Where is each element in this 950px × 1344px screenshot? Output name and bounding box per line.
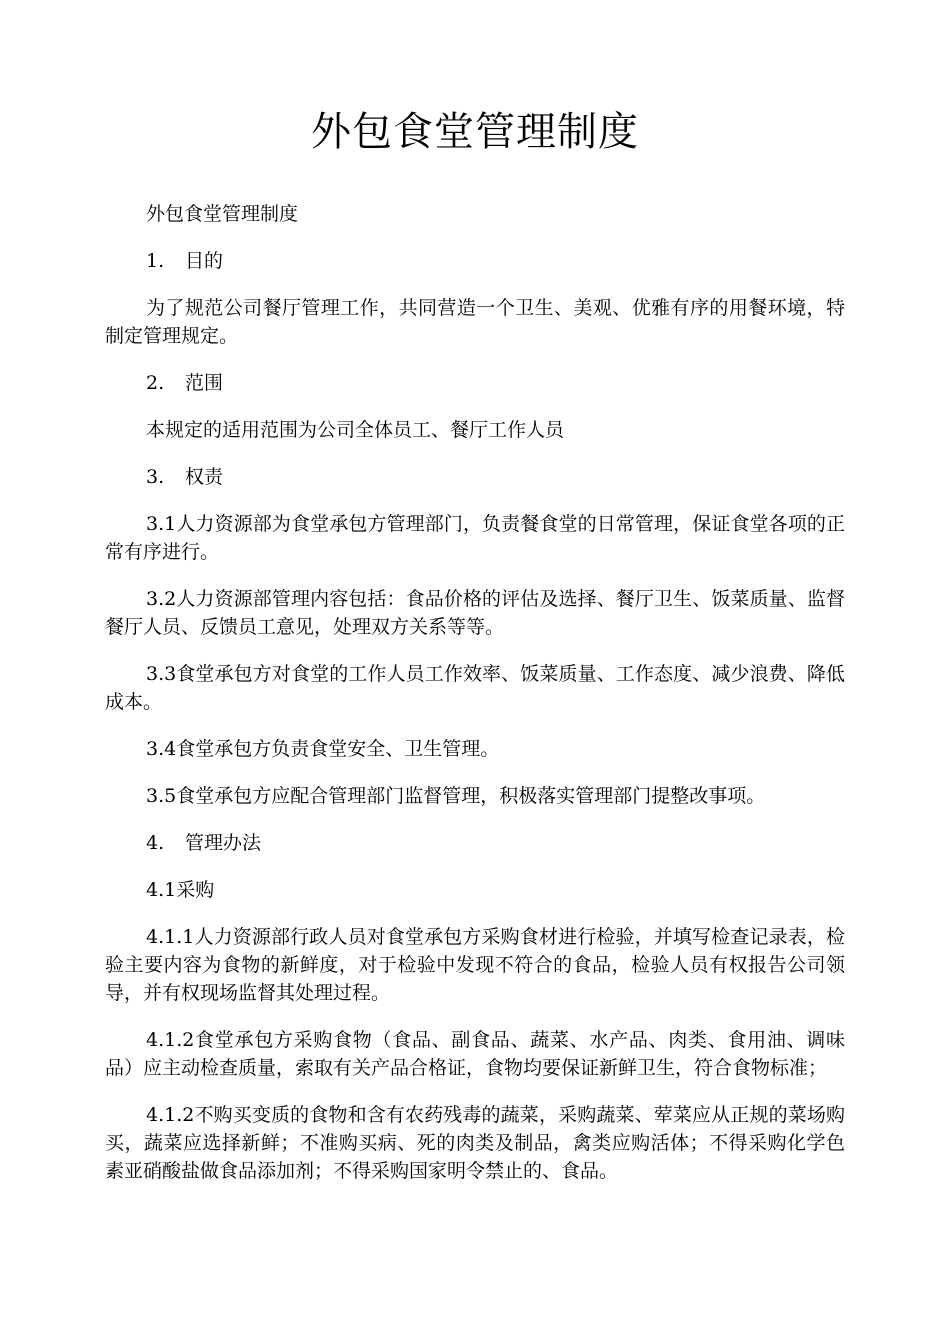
section-heading-text: 目的 (185, 250, 224, 272)
section-heading-management (105, 829, 845, 857)
section-paragraph: 为了规范公司餐厅管理工作，共同营造一个卫生、美观、优雅有序的用餐环境，特制定管理规定。 (105, 297, 845, 347)
document-subtitle: 外包食堂管理制度 (146, 203, 299, 225)
section-heading-scope (105, 369, 845, 397)
clause-paragraph: 4.1.2不购买变质的食物和含有农药残毒的蔬菜，采购蔬菜、荤菜应从正规的菜场购买，蔬菜应选择新鲜；不准购买病、死的肉类及制品，禽类应购活体；不得采购化学色素亚硝酸盐做食品添加剂；不得采购国家明令禁止的、食品。 (105, 1104, 845, 1182)
clause-paragraph: 3.1人力资源部为食堂承包方管理部门，负责餐食堂的日常管理，保证食堂各项的正常有序进行。 (105, 513, 845, 563)
clause-paragraph: 4.1.2食堂承包方采购食物（食品、副食品、蔬菜、水产品、肉类、食用油、调味品）应主动检查质量，索取有关产品合格证，食物均要保证新鲜卫生，符合食物标准； (105, 1029, 845, 1079)
clause-paragraph: 3.5食堂承包方应配合管理部门监督管理，积极落实管理部门提整改事项。 (146, 785, 766, 807)
clause-paragraph: 4.1.1人力资源部行政人员对食堂承包方采购食材进行检验，并填写检查记录表，检验主要内容为食物的新鲜度，对于检验中发现不符合的食品，检验人员有权报告公司领导，并有权现场监督其处理过程。 (105, 926, 845, 1004)
section-number: 3. (146, 466, 165, 488)
section-heading-text: 权责 (185, 466, 224, 488)
section-number: 4. (146, 832, 165, 854)
clause-paragraph: 3.3食堂承包方对食堂的工作人员工作效率、饭菜质量、工作态度、减少浪费、降低成本。 (105, 663, 845, 713)
document-title: 外包食堂管理制度 (311, 109, 639, 155)
section-heading-purpose (105, 247, 845, 275)
section-heading-responsibilities (105, 463, 845, 491)
section-number: 2. (146, 372, 165, 394)
document-body (105, 200, 845, 1204)
subsection-heading: 4.1采购 (146, 879, 215, 901)
clause-paragraph: 3.2人力资源部管理内容包括：食品价格的评估及选择、餐厅卫生、饭菜质量、监督餐厅人员、反馈员工意见，处理双方关系等等。 (105, 588, 845, 638)
section-heading-text: 管理办法 (185, 832, 262, 854)
section-paragraph: 本规定的适用范围为公司全体员工、餐厅工作人员 (146, 419, 565, 441)
section-heading-text: 范围 (185, 372, 224, 394)
clause-paragraph: 3.4食堂承包方负责食堂安全、卫生管理。 (146, 738, 500, 760)
section-number: 1. (146, 250, 165, 272)
